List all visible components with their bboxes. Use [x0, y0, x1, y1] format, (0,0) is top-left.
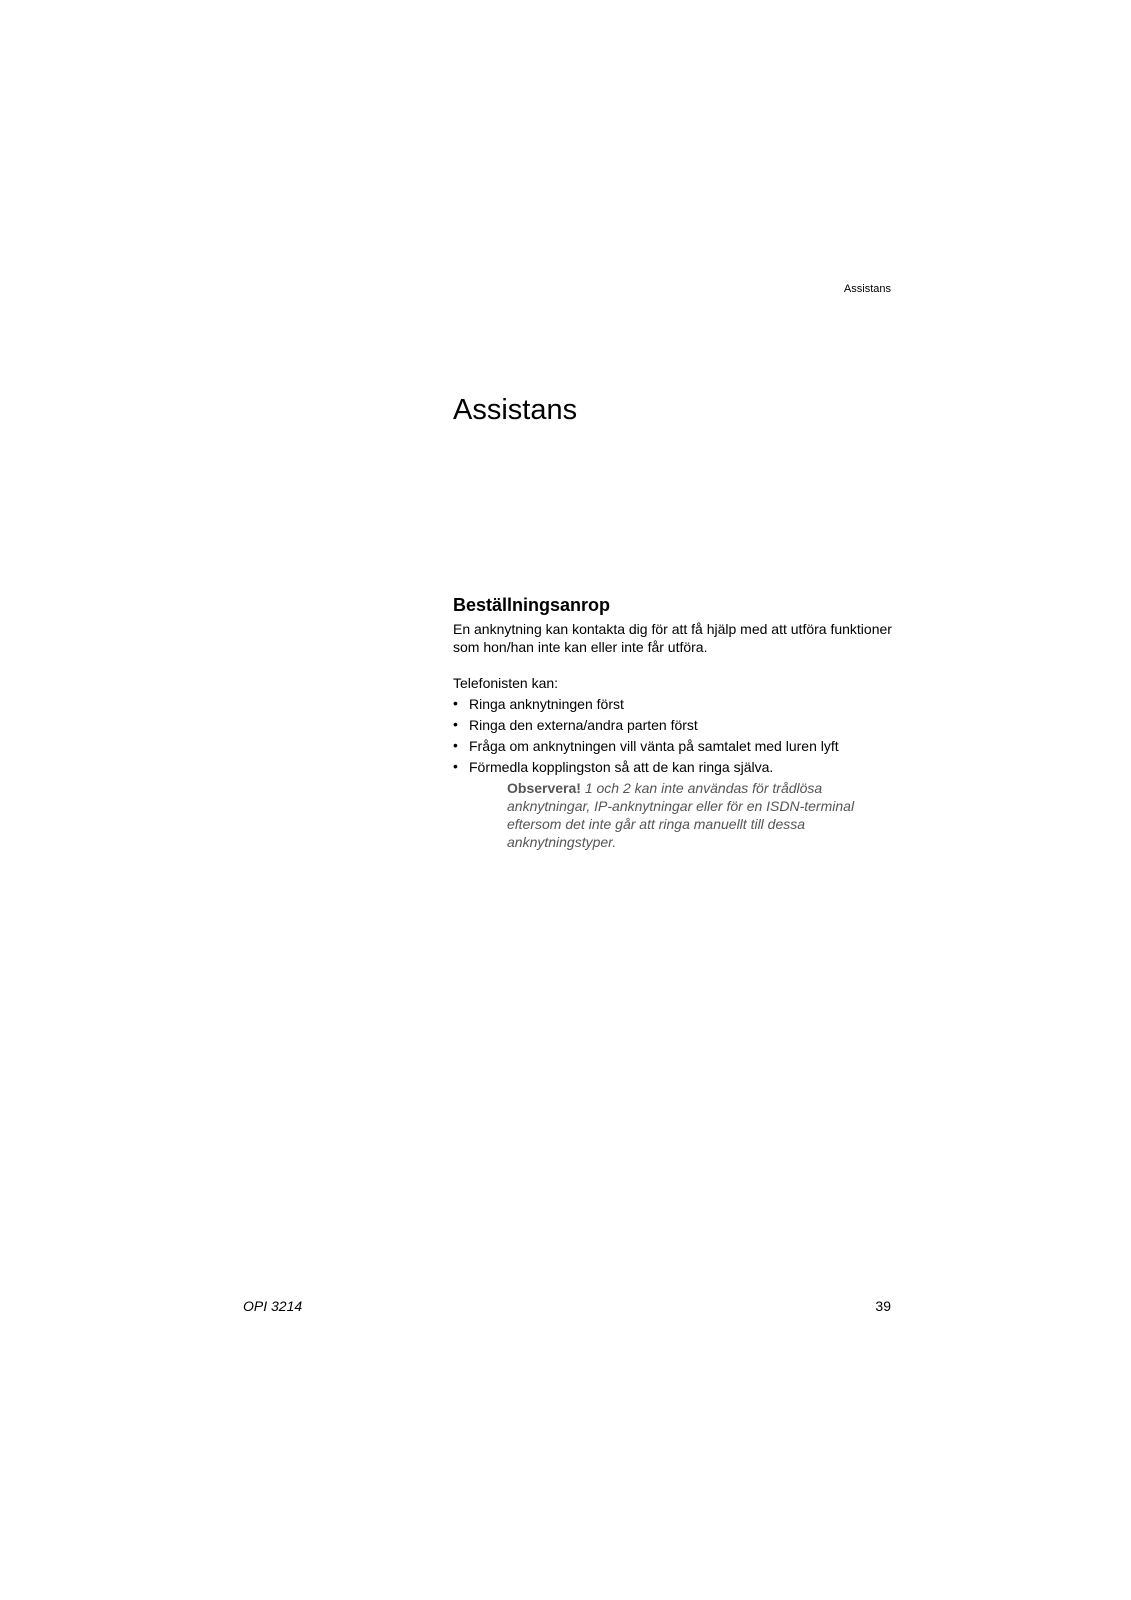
- list-intro: Telefonisten kan:: [453, 675, 559, 691]
- list-item: [453, 694, 903, 715]
- note-label: Observera!: [507, 780, 581, 796]
- list-item: [453, 736, 903, 757]
- note-text: 1 och 2 kan inte användas för trådlösa anknytningar, IP-anknytningar eller för en ISDN-terminal eftersom det inte går att ringa manuellt till dessa anknytningstyper.: [507, 780, 855, 850]
- list-item: [453, 715, 903, 736]
- list-item: [453, 757, 903, 778]
- bullet-icon: •: [453, 716, 458, 732]
- section-content: [453, 594, 903, 851]
- running-header: Assistans: [843, 283, 891, 295]
- footer-product-name: OPI 3214: [243, 1298, 303, 1314]
- bullet-icon: •: [453, 737, 458, 753]
- section-heading: Beställningsanrop: [453, 595, 611, 615]
- list-item-text: Ringa den externa/andra parten först: [469, 717, 698, 733]
- bullet-icon: •: [453, 695, 458, 711]
- note-box: [507, 779, 877, 851]
- bullet-icon: •: [453, 758, 458, 774]
- intro-paragraph: En anknytning kan kontakta dig för att få hjälp med att utföra funktioner som hon/han inte kan eller inte får utföra.: [453, 621, 892, 655]
- bullet-list: [453, 694, 903, 778]
- chapter-title: Assistans: [453, 394, 578, 426]
- list-item-text: Förmedla kopplingston så att de kan ringa själva.: [469, 759, 774, 775]
- footer-page-number: 39: [875, 1298, 891, 1314]
- list-item-text: Fråga om anknytningen vill vänta på samtalet med luren lyft: [469, 738, 839, 754]
- list-item-text: Ringa anknytningen först: [469, 696, 624, 712]
